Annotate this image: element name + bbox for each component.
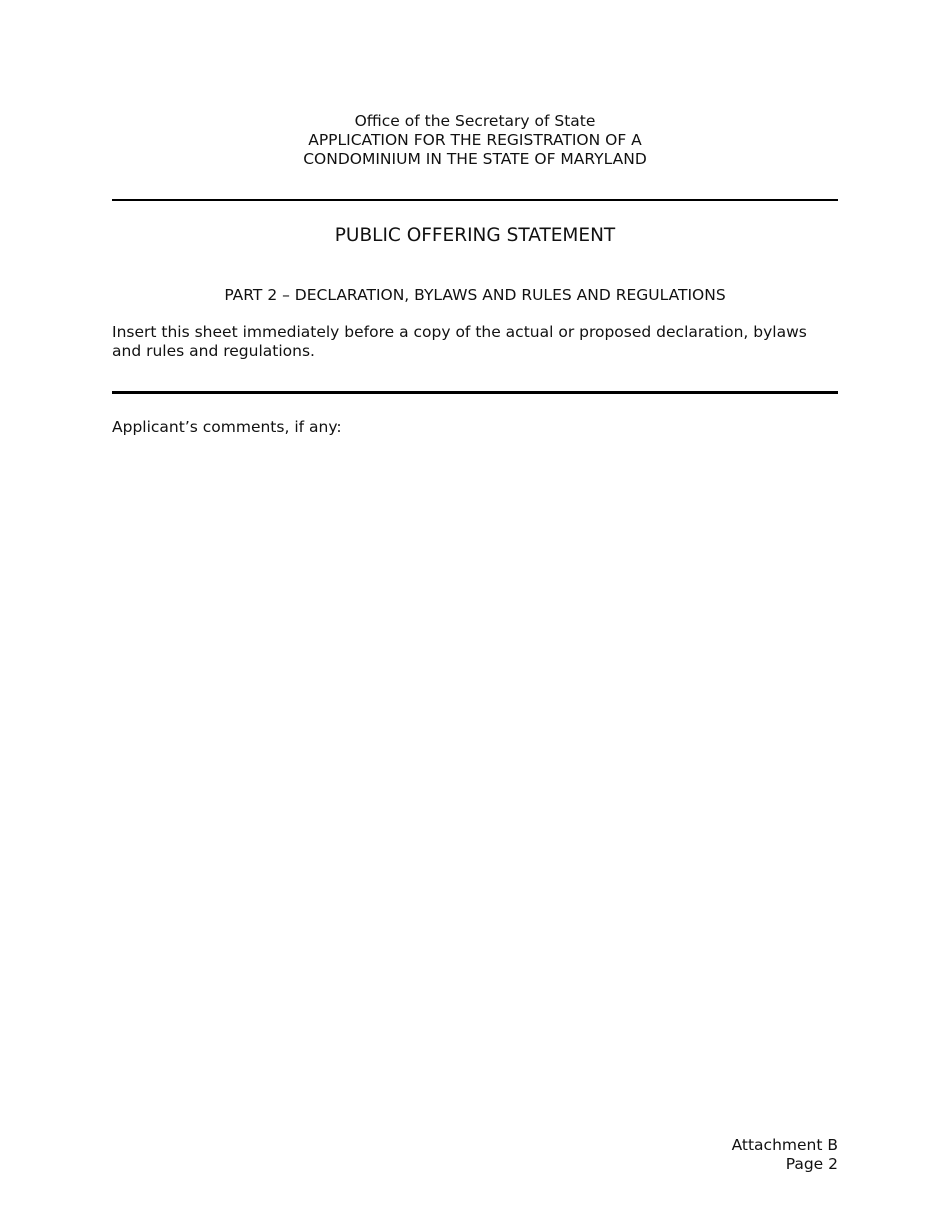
top-divider	[112, 199, 838, 201]
page-number: Page 2	[785, 1155, 838, 1173]
page-footer	[732, 1136, 838, 1174]
bottom-divider	[112, 391, 838, 394]
comments-label: Applicant’s comments, if any:	[112, 418, 342, 436]
header-application-line-1: APPLICATION FOR THE REGISTRATION OF A	[308, 131, 642, 149]
part-heading: PART 2 – DECLARATION, BYLAWS AND RULES AND REGULATIONS	[224, 286, 726, 304]
attachment-label: Attachment B	[731, 1136, 838, 1154]
header-application-line-2: CONDOMINIUM IN THE STATE OF MARYLAND	[303, 150, 647, 168]
document-header	[112, 112, 838, 169]
header-office: Office of the Secretary of State	[354, 112, 596, 130]
instruction-text: Insert this sheet immediately before a copy of the actual or proposed declaration, bylaws and rules and regulations.	[112, 323, 807, 360]
page-title: PUBLIC OFFERING STATEMENT	[334, 225, 616, 246]
